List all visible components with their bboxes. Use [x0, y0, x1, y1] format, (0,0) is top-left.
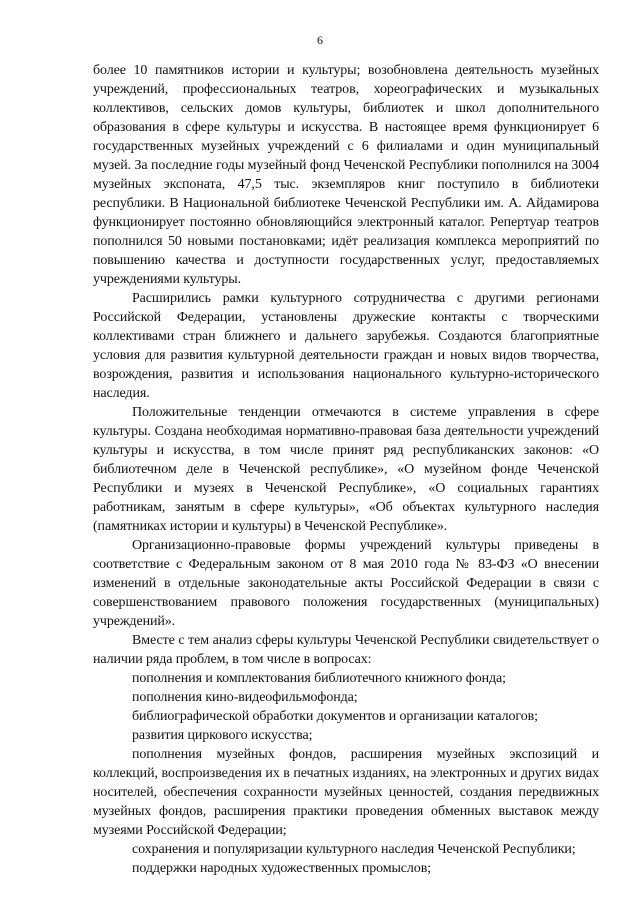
body-text: [93, 61, 599, 878]
paragraph: Расширились рамки культурного сотрудничества с другими регионами Российской Федерации, установлены дружеские контакты с творческими коллективами стран ближнего и дальнего зарубежья. Создаются благоприятные условия для развития культурной деятельности граждан и новых видов творчества, возрождения, развития и использования национального культурно-исторического наследия.: [93, 291, 599, 401]
list-item: пополнения и комплектования библиотечного книжного фонда;: [132, 671, 506, 686]
page-number: 6: [317, 33, 323, 47]
list-item: библиографической обработки документов и организации каталогов;: [132, 709, 538, 724]
list-item: пополнения музейных фондов, расширения музейных экспозиций и коллекций, воспроизведения их в печатных изданиях, на электронных и других видах носителей, обеспечения сохранности музейных ценностей, создания передвижных музейных фондов, расширения практики проведения обменных выставок между музеями Российской Федерации;: [93, 747, 599, 838]
paragraph: Организационно-правовые формы учреждений культуры приведены в соответствие с Федеральным законом от 8 мая 2010 года № 83-ФЗ «О внесении изменений в отдельные законодательные акты Российской Федерации в связи с совершенствованием правового положения государственных (муниципальных) учреждений».: [93, 538, 599, 629]
paragraph-continuation: более 10 памятников истории и культуры; возобновлена деятельность музейных учреждений, профессиональных театров, хореографических и музыкальных коллективов, сельских домов культуры, библиотек и школ дополнительного образования в сфере культуры и искусства. В настоящее время функционирует 6 государственных музейных учреждений с 6 филиалами и один муниципальный музей. За последние годы музейный фонд Чеченской Республики пополнился на 3004 музейных экспоната, 47,5 тыс. экземпляров книг поступило в библиотеки республики. В Национальной библиотеке Чеченской Республики им. А. Айдамирова функционирует постоянно обновляющийся электронный каталог. Репертуар театров пополнился 50 новыми постановками; идёт реализация комплекса мероприятий по повышению качества и доступности государственных услуг, предоставляемых учреждениями культуры.: [93, 63, 599, 287]
list-item: пополнения кино-видеофильмофонда;: [132, 690, 358, 705]
paragraph: Положительные тенденции отмечаются в системе управления в сфере культуры. Создана необходимая нормативно-правовая база деятельности учреждений культуры и искусства, в том числе принят ряд республиканских законов: «О библиотечном деле в Чеченской республике», «О музейном фонде Чеченской Республики и музеях в Чеченской Республике», «О социальных гарантиях работникам, занятым в сфере культуры», «Об объектах культурного наследия (памятниках истории и культуры) в Чеченской Республике».: [93, 405, 599, 534]
list-item: развития циркового искусства;: [132, 728, 313, 743]
list-item: сохранения и популяризации культурного наследия Чеченской Республики;: [132, 842, 576, 857]
list-item: поддержки народных художественных промыслов;: [132, 861, 432, 876]
paragraph: Вместе с тем анализ сферы культуры Чеченской Республики свидетельствует о наличии ряда проблем, в том числе в вопросах:: [93, 633, 599, 667]
